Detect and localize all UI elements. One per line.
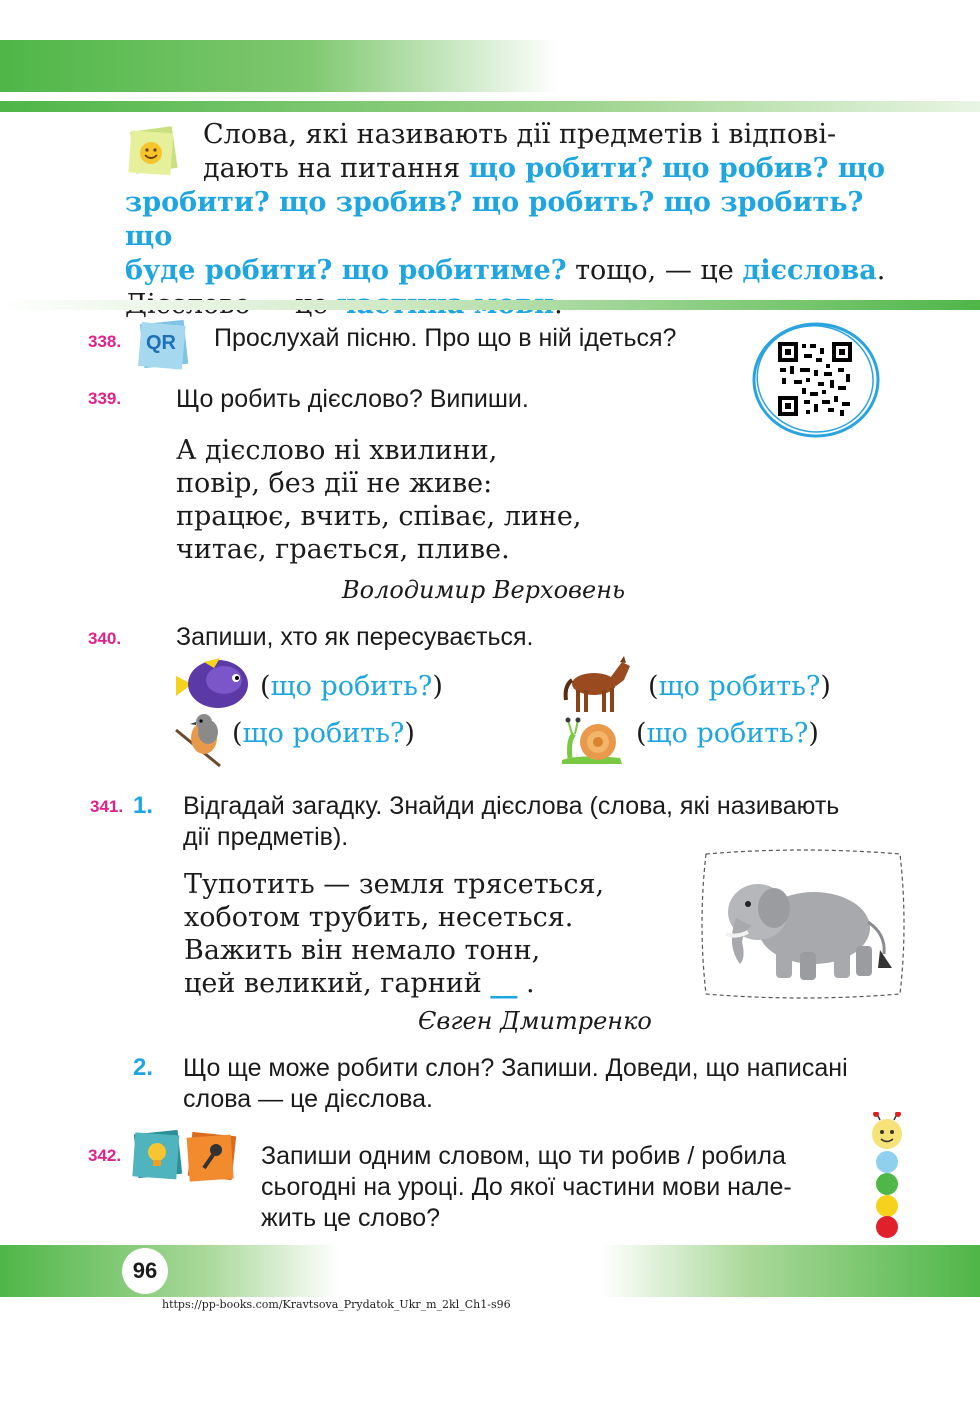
task-341-text-1-line: дії предметів). xyxy=(183,823,349,851)
task-number-340: 340. xyxy=(88,629,122,648)
poem-line-text: цей великий, гарний xyxy=(184,968,482,999)
snail-icon xyxy=(560,714,626,766)
task-342-text-line: Запиши одним словом, що ти робив / робила xyxy=(261,1142,786,1170)
task-339-text: Що робить дієслово? Випиши. xyxy=(176,385,529,413)
rule-text-plain: тощо, — це xyxy=(566,255,743,286)
task-341-text-2-line: слова — це дієслова. xyxy=(183,1085,433,1113)
snail-question xyxy=(636,718,819,749)
rule-questions: буде робити? що робитиме? xyxy=(125,255,567,286)
task-number-339: 339. xyxy=(88,389,122,408)
poem-line: Тупотить — земля трясеться, xyxy=(184,869,605,900)
fish-question xyxy=(260,671,443,702)
footer-band-left xyxy=(0,1245,340,1297)
task-342-text-line: сьогодні на уроці. До якої частини мови нале- xyxy=(261,1173,792,1201)
task-341-text-1 xyxy=(183,791,923,853)
question-what-does: що робить? xyxy=(658,671,821,702)
lightbulb-note-icon xyxy=(130,1126,186,1184)
qr-badge-label: QR xyxy=(146,332,176,354)
paren-open: ( xyxy=(260,671,271,702)
paren-open: ( xyxy=(232,718,243,749)
caterpillar-icon xyxy=(862,1112,912,1242)
rule-line-1: Слова, які називають дії предметів і відпові- xyxy=(203,119,837,150)
fish-icon xyxy=(174,656,252,712)
rule-bottom-line xyxy=(0,300,980,310)
poem-line: хоботом трубить, несеться. xyxy=(184,902,574,933)
bird-question xyxy=(232,718,415,749)
poem-341-author: Євген Дмитренко xyxy=(418,1007,652,1035)
bird-icon xyxy=(174,710,226,770)
poem-line: А дієслово ні хвилини, xyxy=(176,435,498,466)
rule-line-4 xyxy=(125,254,910,288)
poem-period: . xyxy=(525,968,535,999)
poem-339 xyxy=(176,434,581,566)
rule-term-verbs: дієслова xyxy=(742,255,877,286)
task-341-text-2 xyxy=(183,1053,923,1115)
task-341-text-2-line: Що ще може робити слон? Запиши. Доведи, що написані xyxy=(183,1054,848,1082)
task-341-text-1-line: Відгадай загадку. Знайди дієслова (слова, які називають xyxy=(183,792,840,820)
poem-339-author: Володимир Верховень xyxy=(342,576,626,604)
subtask-2-number: 2. xyxy=(133,1054,154,1081)
poem-line: працює, вчить, співає, лине, xyxy=(176,501,582,532)
rule-line-3: зробити? що зробив? що робить? що зробить? що xyxy=(125,187,864,252)
poem-line: читає, грається, пливе. xyxy=(176,534,510,565)
microphone-note-icon xyxy=(184,1128,240,1186)
rule-questions: що робити? що робив? що xyxy=(468,153,886,184)
horse-question xyxy=(648,671,831,702)
rule-text-plain: дають на питання xyxy=(203,153,469,184)
question-what-does: що робить? xyxy=(270,671,433,702)
footer-band-right xyxy=(600,1245,980,1297)
answer-blank: __ xyxy=(490,968,518,999)
rule-definition xyxy=(125,118,910,322)
paren-open: ( xyxy=(648,671,659,702)
qr-code-icon[interactable] xyxy=(748,318,884,442)
task-number-338: 338. xyxy=(88,332,122,351)
paren-open: ( xyxy=(636,718,647,749)
question-what-does: що робить? xyxy=(242,718,405,749)
poem-341 xyxy=(184,868,604,1000)
footer-url: https://pp-books.com/Kravtsova_Prydatok_Ukr_m_2kl_Ch1-s96 xyxy=(162,1298,511,1311)
top-green-band xyxy=(0,40,560,92)
rule-punct: . xyxy=(876,255,886,286)
top-green-line xyxy=(0,101,980,112)
poem-line xyxy=(184,967,604,1000)
paren-close: ) xyxy=(432,671,443,702)
horse-icon xyxy=(560,656,634,716)
task-number-342: 342. xyxy=(88,1146,122,1165)
paren-close: ) xyxy=(808,718,819,749)
page-number: 96 xyxy=(122,1248,168,1294)
task-340-text: Запиши, хто як пересувається. xyxy=(176,623,534,651)
paren-close: ) xyxy=(820,671,831,702)
task-338-text: Прослухай пісню. Про що в ній ідеться? xyxy=(214,324,677,352)
poem-line: Важить він немало тонн, xyxy=(184,935,541,966)
task-342-text xyxy=(261,1141,881,1234)
task-342-text-line: жить це слово? xyxy=(261,1204,441,1232)
question-what-does: що робить? xyxy=(646,718,809,749)
elephant-icon xyxy=(696,846,910,1002)
qr-badge-icon xyxy=(136,318,192,372)
poem-line: повір, без дії не живе: xyxy=(176,468,493,499)
task-number-341: 341. xyxy=(90,797,124,816)
paren-close: ) xyxy=(404,718,415,749)
subtask-1-number: 1. xyxy=(133,792,154,819)
rule-line-2 xyxy=(125,152,910,186)
